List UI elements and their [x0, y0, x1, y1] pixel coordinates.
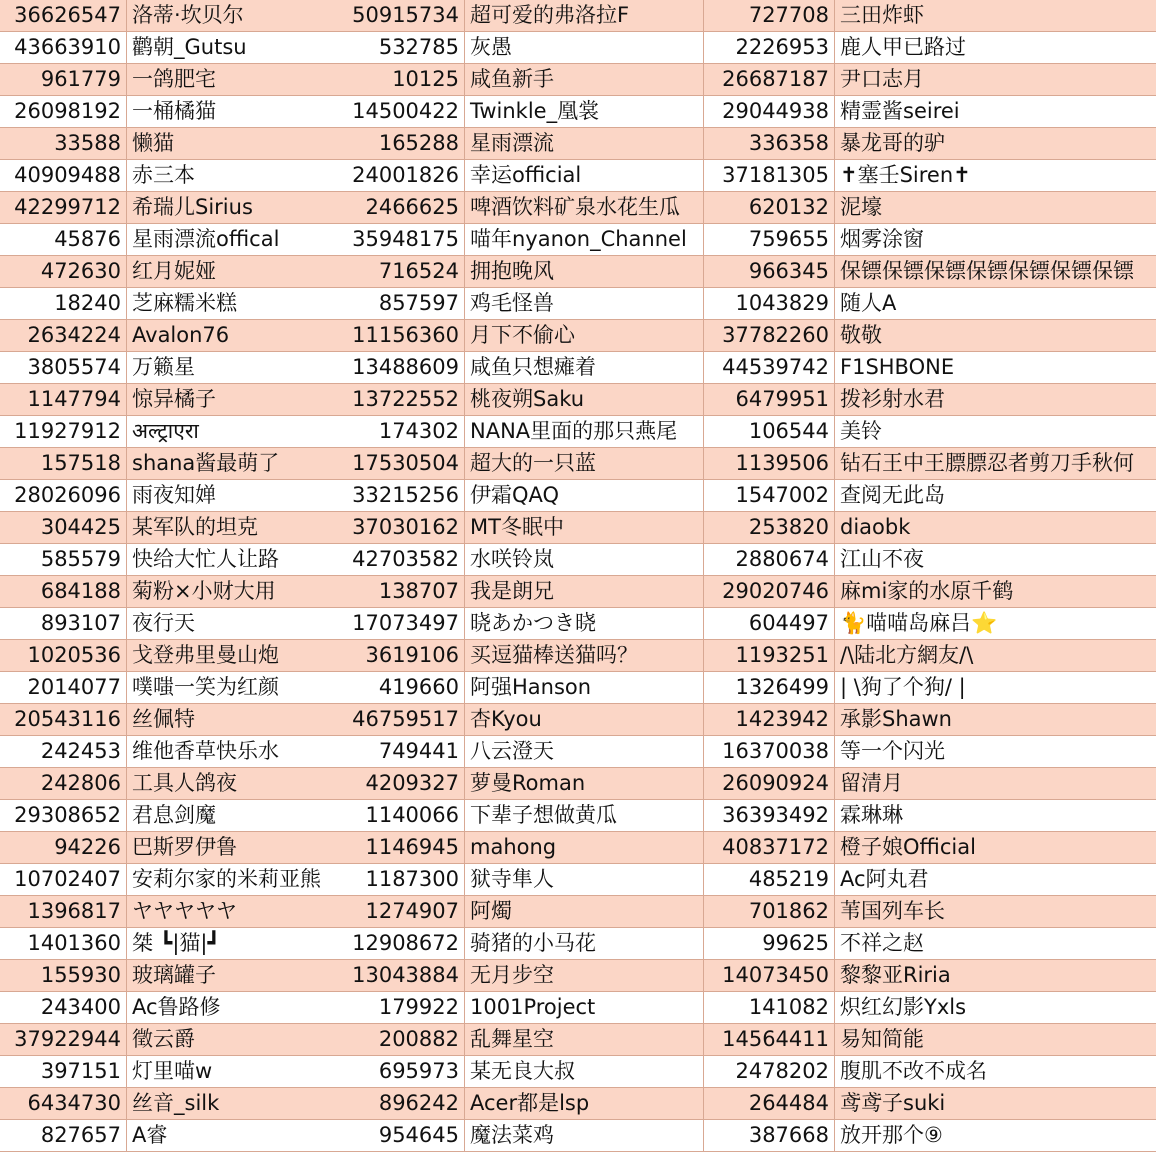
username-cell[interactable]: 水咲铃岚 [464, 544, 704, 575]
table-row [0, 352, 1156, 384]
user-id-cell[interactable]: 485219 [748, 867, 829, 891]
username-cell[interactable]: Acer都是lsp [464, 1088, 704, 1119]
username-cell[interactable]: 买逗猫棒送猫吗？ [464, 640, 704, 671]
user-id-cell[interactable]: 4209327 [365, 771, 459, 795]
user-id-cell[interactable]: 14500422 [352, 99, 459, 123]
user-id-cell[interactable]: 33588 [54, 131, 121, 155]
user-id-cell[interactable]: 36393492 [722, 803, 829, 827]
username-cell[interactable]: 阿强Hanson [464, 672, 704, 703]
user-id-cell[interactable]: 727708 [748, 3, 829, 27]
username-cell[interactable]: 暴龙哥的驴 [834, 128, 1156, 159]
username-cell[interactable]: 狱寺隼人 [464, 864, 704, 895]
user-id-cell[interactable]: 174302 [378, 419, 459, 443]
table-row [0, 864, 1156, 896]
username-cell[interactable]: ✝塞壬Siren✝ [834, 160, 1156, 191]
username-cell[interactable]: 杏Kyou [464, 704, 704, 735]
user-id-cell[interactable]: 24001826 [352, 163, 459, 187]
username-cell[interactable]: 美铃 [834, 416, 1156, 447]
user-id-cell[interactable]: 14564411 [722, 1027, 829, 1051]
username-cell[interactable]: 烟雾涂窗 [834, 224, 1156, 255]
username-cell[interactable]: 随人A [834, 288, 1156, 319]
table-row [0, 0, 1156, 32]
user-id-cell[interactable]: 1146945 [365, 835, 459, 859]
user-id-cell[interactable]: 3805574 [27, 355, 121, 379]
user-id-cell[interactable]: 11927912 [14, 419, 121, 443]
username-cell[interactable]: 桀 ┗|猫|┛ [126, 928, 334, 959]
user-id-cell[interactable]: 37181305 [722, 163, 829, 187]
username-cell[interactable]: 喵年nyanon_Channel [464, 224, 704, 255]
username-cell[interactable]: 🐈喵喵岛麻吕⭐ [834, 608, 1156, 639]
username-cell[interactable]: A睿 [126, 1120, 334, 1151]
username-cell[interactable]: Ac阿丸君 [834, 864, 1156, 895]
username-cell[interactable]: 丝佩特 [126, 704, 334, 735]
username-cell[interactable]: 无月步空 [464, 960, 704, 991]
table-row [0, 160, 1156, 192]
user-id-cell[interactable]: 11156360 [352, 323, 459, 347]
table-row [0, 320, 1156, 352]
table-row [0, 64, 1156, 96]
table-row [0, 992, 1156, 1024]
table-row [0, 96, 1156, 128]
table-row [0, 1120, 1156, 1152]
username-cell[interactable]: mahong [464, 832, 704, 863]
username-cell[interactable]: 等一个闪光 [834, 736, 1156, 767]
username-cell[interactable]: 萝曼Roman [464, 768, 704, 799]
user-id-cell[interactable]: 1274907 [365, 899, 459, 923]
user-id-cell[interactable]: 17073497 [352, 611, 459, 635]
username-cell[interactable]: 阿燭 [464, 896, 704, 927]
username-cell[interactable]: 查阅无此岛 [834, 480, 1156, 511]
user-id-cell[interactable]: 29044938 [722, 99, 829, 123]
username-cell[interactable]: 雨夜知婵 [126, 480, 334, 511]
user-id-cell[interactable]: 18240 [54, 291, 121, 315]
user-id-cell[interactable]: 37922944 [14, 1027, 121, 1051]
user-id-cell[interactable]: 827657 [40, 1123, 121, 1147]
username-cell[interactable]: 炽红幻影Yxls [834, 992, 1156, 1023]
user-id-cell[interactable]: 954645 [378, 1123, 459, 1147]
user-id-cell[interactable]: 1043829 [735, 291, 829, 315]
user-id-cell[interactable]: 157518 [40, 451, 121, 475]
username-cell[interactable]: 噗嗤一笑为红颜 [126, 672, 334, 703]
user-id-cell[interactable]: 893107 [40, 611, 121, 635]
username-cell[interactable]: 丝音_silk [126, 1088, 334, 1119]
username-cell[interactable]: 不祥之赵 [834, 928, 1156, 959]
table-row [0, 736, 1156, 768]
username-cell[interactable]: 咸鱼只想瘫着 [464, 352, 704, 383]
table-row [0, 256, 1156, 288]
user-id-cell[interactable]: 50915734 [352, 3, 459, 27]
user-id-cell[interactable]: 165288 [378, 131, 459, 155]
username-cell[interactable]: 伊霜QAQ [464, 480, 704, 511]
user-id-cell[interactable]: 45876 [54, 227, 121, 251]
username-cell[interactable]: 麻mi家的水原千鹤 [834, 576, 1156, 607]
username-cell[interactable]: 灯里喵w [126, 1056, 334, 1087]
username-cell[interactable]: 保镖保镖保镖保镖保镖保镖保镖 [834, 256, 1156, 287]
username-cell[interactable]: 精霊酱seirei [834, 96, 1156, 127]
username-cell[interactable]: 三田炸虾 [834, 0, 1156, 31]
username-cell[interactable]: 万籁星 [126, 352, 334, 383]
user-id-cell[interactable]: 701862 [748, 899, 829, 923]
user-id-cell[interactable]: 857597 [378, 291, 459, 315]
table-row [0, 576, 1156, 608]
username-cell[interactable]: 某军队的坦克 [126, 512, 334, 543]
user-id-cell[interactable]: 472630 [40, 259, 121, 283]
username-cell[interactable]: 黎黎亚Riria [834, 960, 1156, 991]
username-cell[interactable]: 敬敬 [834, 320, 1156, 351]
user-id-cell[interactable]: 1326499 [735, 675, 829, 699]
user-id-cell[interactable]: 387668 [748, 1123, 829, 1147]
user-id-cell[interactable]: 12908672 [352, 931, 459, 955]
user-id-cell[interactable]: 99625 [762, 931, 829, 955]
username-cell[interactable]: 某无良大叔 [464, 1056, 704, 1087]
username-cell[interactable]: 鸡毛怪兽 [464, 288, 704, 319]
user-id-cell[interactable]: 35948175 [352, 227, 459, 251]
user-id-cell[interactable]: 40909488 [14, 163, 121, 187]
user-id-cell[interactable]: 2880674 [735, 547, 829, 571]
user-id-cell[interactable]: 419660 [378, 675, 459, 699]
username-cell[interactable]: 灰愚 [464, 32, 704, 63]
table-row [0, 1024, 1156, 1056]
user-id-cell[interactable]: 2226953 [735, 35, 829, 59]
username-cell[interactable]: 徵云爵 [126, 1024, 334, 1055]
user-id-cell[interactable]: 44539742 [722, 355, 829, 379]
user-id-cell[interactable]: 336358 [748, 131, 829, 155]
username-cell[interactable]: ヤヤヤヤヤ [126, 896, 334, 927]
username-cell[interactable]: 拨衫射水君 [834, 384, 1156, 415]
user-id-cell[interactable]: 1396817 [27, 899, 121, 923]
user-id-cell[interactable]: 242806 [40, 771, 121, 795]
username-cell[interactable]: /\陆北方網友/\ [834, 640, 1156, 671]
table-row [0, 768, 1156, 800]
table-row [0, 640, 1156, 672]
user-id-cell[interactable]: 10702407 [14, 867, 121, 891]
table-row [0, 544, 1156, 576]
user-id-cell[interactable]: 138707 [378, 579, 459, 603]
username-cell[interactable]: 苇国列车长 [834, 896, 1156, 927]
username-cell[interactable]: 江山不夜 [834, 544, 1156, 575]
user-id-cell[interactable]: 1187300 [365, 867, 459, 891]
table-row [0, 704, 1156, 736]
username-cell[interactable]: 咸鱼新手 [464, 64, 704, 95]
user-id-cell[interactable]: 242453 [40, 739, 121, 763]
user-id-cell[interactable]: 28026096 [14, 483, 121, 507]
table-row [0, 1056, 1156, 1088]
username-cell[interactable]: diaobk [834, 512, 1156, 543]
user-id-cell[interactable]: 397151 [40, 1059, 121, 1083]
user-id-cell[interactable]: 684188 [40, 579, 121, 603]
username-cell[interactable]: 我是朗兄 [464, 576, 704, 607]
username-cell[interactable]: 红月妮娅 [126, 256, 334, 287]
table-row [0, 896, 1156, 928]
username-cell[interactable]: 玻璃罐子 [126, 960, 334, 991]
user-id-cell[interactable]: 1020536 [27, 643, 121, 667]
username-cell[interactable]: 1001Project [464, 992, 704, 1023]
username-cell[interactable]: 懒猫 [126, 128, 334, 159]
user-id-cell[interactable]: 40837172 [722, 835, 829, 859]
username-cell[interactable]: 夜行天 [126, 608, 334, 639]
username-cell[interactable]: shana酱最萌了 [126, 448, 334, 479]
user-id-cell[interactable]: 43663910 [14, 35, 121, 59]
table-row [0, 608, 1156, 640]
user-id-cell[interactable]: 1193251 [735, 643, 829, 667]
username-cell[interactable]: F1SHBONE [834, 352, 1156, 383]
username-cell[interactable]: 幸运official [464, 160, 704, 191]
username-cell[interactable]: 希瑞儿Sirius [126, 192, 334, 223]
username-cell[interactable]: NANA里面的那只燕尾 [464, 416, 704, 447]
user-id-cell[interactable]: 2634224 [27, 323, 121, 347]
user-id-cell[interactable]: 155930 [40, 963, 121, 987]
user-id-cell[interactable]: 759655 [748, 227, 829, 251]
username-cell[interactable]: 乱舞星空 [464, 1024, 704, 1055]
username-cell[interactable]: 维他香草快乐水 [126, 736, 334, 767]
username-cell[interactable]: 泥壕 [834, 192, 1156, 223]
username-cell[interactable]: 工具人鸽夜 [126, 768, 334, 799]
user-id-cell[interactable]: 304425 [40, 515, 121, 539]
table-row [0, 32, 1156, 64]
username-cell[interactable]: 鹳朝_Gutsu [126, 32, 334, 63]
user-id-cell[interactable]: 264484 [748, 1091, 829, 1115]
user-id-cell[interactable]: 1401360 [27, 931, 121, 955]
username-cell[interactable]: 洛蒂·坎贝尔 [126, 0, 334, 31]
user-id-cell[interactable]: 1139506 [735, 451, 829, 475]
user-id-cell[interactable]: 3619106 [365, 643, 459, 667]
username-cell[interactable]: 鸢鸢子suki [834, 1088, 1156, 1119]
table-row [0, 224, 1156, 256]
user-id-cell[interactable]: 200882 [378, 1027, 459, 1051]
username-cell[interactable]: Avalon76 [126, 320, 334, 351]
username-cell[interactable]: 巴斯罗伊鲁 [126, 832, 334, 863]
user-id-cell[interactable]: 14073450 [722, 963, 829, 987]
user-id-cell[interactable]: 966345 [748, 259, 829, 283]
table-row [0, 480, 1156, 512]
user-id-cell[interactable]: 36626547 [14, 3, 121, 27]
user-id-cell[interactable]: 2478202 [735, 1059, 829, 1083]
user-id-cell[interactable]: 179922 [378, 995, 459, 1019]
table-row [0, 672, 1156, 704]
username-cell[interactable]: 鹿人甲已路过 [834, 32, 1156, 63]
user-id-cell[interactable]: 6434730 [27, 1091, 121, 1115]
username-cell[interactable]: Ac鲁路修 [126, 992, 334, 1023]
user-id-cell[interactable]: 42703582 [352, 547, 459, 571]
username-cell[interactable]: 超可爱的弗洛拉F [464, 0, 704, 31]
table-row [0, 512, 1156, 544]
user-id-cell[interactable]: 2466625 [365, 195, 459, 219]
user-id-cell[interactable]: 749441 [378, 739, 459, 763]
user-id-cell[interactable]: 20543116 [14, 707, 121, 731]
user-id-cell[interactable]: 26098192 [14, 99, 121, 123]
user-id-cell[interactable]: 6479951 [735, 387, 829, 411]
table-row [0, 384, 1156, 416]
user-id-cell[interactable]: 620132 [748, 195, 829, 219]
user-id-cell[interactable]: 42299712 [14, 195, 121, 219]
user-id-cell[interactable]: 2014077 [27, 675, 121, 699]
user-id-cell[interactable]: 46759517 [352, 707, 459, 731]
username-cell[interactable]: 钻石王中王膘膘忍者剪刀手秋何 [834, 448, 1156, 479]
user-id-cell[interactable]: 37782260 [722, 323, 829, 347]
table-row [0, 928, 1156, 960]
user-id-cell[interactable]: 1147794 [27, 387, 121, 411]
user-id-cell[interactable]: 16370038 [722, 739, 829, 763]
username-cell[interactable]: 星雨漂流offical [126, 224, 334, 255]
table-row [0, 192, 1156, 224]
table-row [0, 1088, 1156, 1120]
table-row [0, 448, 1156, 480]
username-cell[interactable]: 菊粉×小财大用 [126, 576, 334, 607]
user-id-cell[interactable]: 604497 [748, 611, 829, 635]
username-cell[interactable]: 芝麻糯米糕 [126, 288, 334, 319]
user-id-cell[interactable]: 106544 [748, 419, 829, 443]
user-id-cell[interactable]: 716524 [378, 259, 459, 283]
username-cell[interactable]: 君息剑魔 [126, 800, 334, 831]
user-id-cell[interactable]: 253820 [748, 515, 829, 539]
user-id-cell[interactable]: 243400 [40, 995, 121, 1019]
username-cell[interactable]: 八云澄天 [464, 736, 704, 767]
user-id-cell[interactable]: 33215256 [352, 483, 459, 507]
username-cell[interactable]: 腹肌不改不成名 [834, 1056, 1156, 1087]
table-row [0, 832, 1156, 864]
username-cell[interactable]: 啤酒饮料矿泉水花生瓜 [464, 192, 704, 223]
table-row [0, 800, 1156, 832]
user-id-cell[interactable]: 1140066 [365, 803, 459, 827]
username-cell[interactable]: MT冬眠中 [464, 512, 704, 543]
table-row [0, 128, 1156, 160]
user-id-cell[interactable]: 94226 [54, 835, 121, 859]
username-cell[interactable]: 惊异橘子 [126, 384, 334, 415]
username-cell[interactable]: 承影Shawn [834, 704, 1156, 735]
user-id-cell[interactable]: 37030162 [352, 515, 459, 539]
user-id-cell[interactable]: 26687187 [722, 67, 829, 91]
user-id-cell[interactable]: 961779 [40, 67, 121, 91]
username-cell[interactable]: 一鸽肥宅 [126, 64, 334, 95]
username-cell[interactable]: 桃夜朔Saku [464, 384, 704, 415]
user-id-cell[interactable]: 585579 [40, 547, 121, 571]
username-cell[interactable]: 放开那个⑨ [834, 1120, 1156, 1151]
table-row [0, 416, 1156, 448]
username-cell[interactable]: 安莉尔家的米莉亚熊 [126, 864, 334, 895]
user-id-cell[interactable]: 29020746 [722, 579, 829, 603]
user-id-cell[interactable]: 1423942 [735, 707, 829, 731]
username-cell[interactable]: 易知简能 [834, 1024, 1156, 1055]
user-id-cell[interactable]: 896242 [378, 1091, 459, 1115]
table-row [0, 960, 1156, 992]
user-id-cell[interactable]: 17530504 [352, 451, 459, 475]
user-id-cell[interactable]: 26090924 [722, 771, 829, 795]
username-cell[interactable]: 快给大忙人让路 [126, 544, 334, 575]
user-id-cell[interactable]: 13722552 [352, 387, 459, 411]
user-id-cell[interactable]: 13043884 [352, 963, 459, 987]
user-id-cell[interactable]: 1547002 [735, 483, 829, 507]
username-cell[interactable]: 魔法菜鸡 [464, 1120, 704, 1151]
username-cell[interactable]: 超大的一只蓝 [464, 448, 704, 479]
username-cell[interactable]: 晓あかつき晓 [464, 608, 704, 639]
username-cell[interactable]: 尹口志月 [834, 64, 1156, 95]
table-row [0, 288, 1156, 320]
user-id-cell[interactable]: 10125 [392, 67, 459, 91]
username-cell[interactable]: | \狗了个狗/ | [834, 672, 1156, 703]
user-id-cell[interactable]: 532785 [378, 35, 459, 59]
username-cell[interactable]: 霖琳琳 [834, 800, 1156, 831]
user-id-cell[interactable]: 29308652 [14, 803, 121, 827]
username-cell[interactable]: 戈登弗里曼山炮 [126, 640, 334, 671]
user-id-cell[interactable]: 695973 [378, 1059, 459, 1083]
username-cell[interactable]: 拥抱晚风 [464, 256, 704, 287]
username-cell[interactable]: Twinkle_凰裳 [464, 96, 704, 127]
user-id-cell[interactable]: 13488609 [352, 355, 459, 379]
username-cell[interactable]: 骑猪的小马花 [464, 928, 704, 959]
username-cell[interactable]: अल्ट्राएरा [126, 416, 334, 447]
username-cell[interactable]: 星雨漂流 [464, 128, 704, 159]
username-cell[interactable]: 下辈子想做黄瓜 [464, 800, 704, 831]
username-cell[interactable]: 橙子娘Official [834, 832, 1156, 863]
username-cell[interactable]: 一桶橘猫 [126, 96, 334, 127]
username-cell[interactable]: 赤三本 [126, 160, 334, 191]
username-cell[interactable]: 留清月 [834, 768, 1156, 799]
username-cell[interactable]: 月下不偷心 [464, 320, 704, 351]
user-id-cell[interactable]: 141082 [748, 995, 829, 1019]
